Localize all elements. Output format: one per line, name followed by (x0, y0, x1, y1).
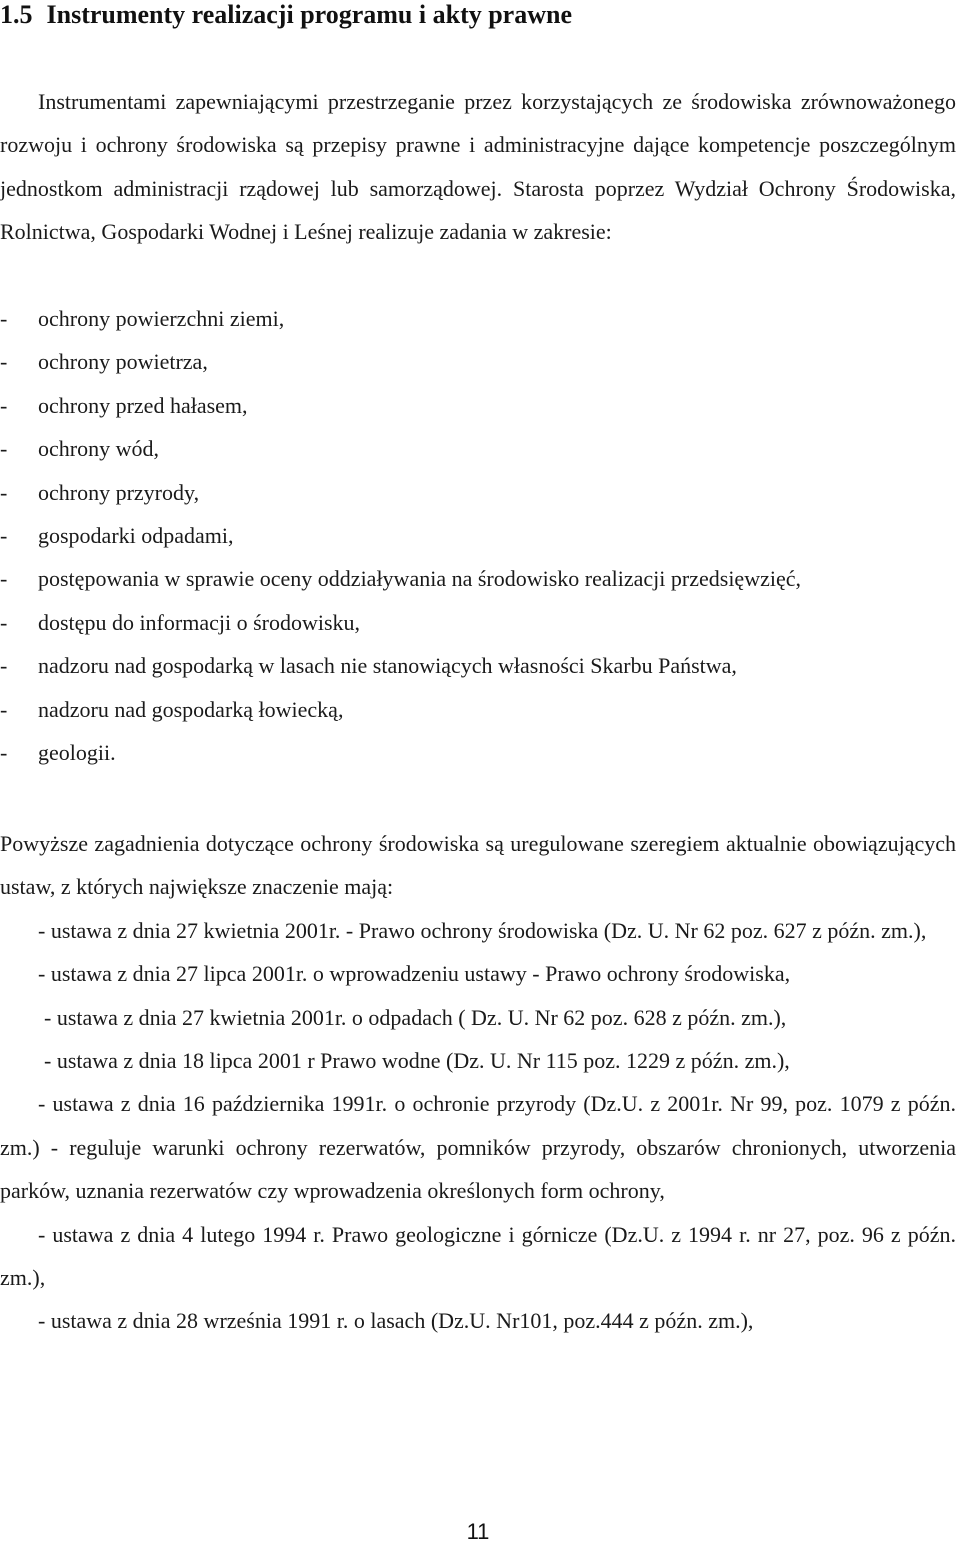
list-item: - postępowania w sprawie oceny oddziaływania na środowisko realizacji przedsięwzięć, (0, 557, 956, 600)
section-heading (0, 0, 572, 30)
list-dash: - (0, 306, 8, 331)
list-item: - ochrony przyrody, (0, 471, 956, 514)
list-item: - ochrony wód, (0, 427, 956, 470)
list-dash: - (0, 436, 8, 462)
list-dash: - (0, 392, 8, 418)
list-item: - geologii. (0, 731, 956, 774)
law-entry: - ustawa z dnia 27 kwietnia 2001r. - Prawo ochrony środowiska (Dz. U. Nr 62 poz. 627 z późn. zm.), (38, 917, 927, 943)
list-item: - ochrony powierzchni ziemi, (0, 297, 956, 340)
list-dash: - (0, 479, 8, 505)
laws-section (0, 822, 956, 1343)
section-title: Instrumenty realizacji programu i akty prawne (46, 0, 572, 29)
law-entry: - ustawa z dnia 28 września 1991 r. o lasach (Dz.U. Nr101, poz.444 z późn. zm.), (38, 1308, 754, 1334)
list-dash: - (0, 696, 8, 722)
law-entry: - ustawa z dnia 4 lutego 1994 r. Prawo geologiczne i górnicze (Dz.U. z 1994 r. nr 27, poz. 96 z późn. zm.), (0, 1221, 956, 1291)
list-item: - ochrony przed hałasem, (0, 384, 956, 427)
scope-list (0, 297, 956, 774)
law-entry: - ustawa z dnia 27 kwietnia 2001r. o odpadach ( Dz. U. Nr 62 poz. 628 z późn. zm.), (44, 1004, 787, 1030)
laws-intro-paragraph: Powyższe zagadnienia dotyczące ochrony środowiska są uregulowane szeregiem aktualnie obowiązujących ustaw, z których największe znaczenie mają: (0, 831, 956, 900)
list-item: - nadzoru nad gospodarką w lasach nie stanowiących własności Skarbu Państwa, (0, 644, 956, 687)
list-dash: - (0, 566, 8, 592)
list-dash: - (0, 653, 8, 679)
list-item: - gospodarki odpadami, (0, 514, 956, 557)
list-dash: - (0, 523, 8, 549)
list-item: - ochrony powietrza, (0, 340, 956, 383)
list-item: - dostępu do informacji o środowisku, (0, 601, 956, 644)
list-dash: - (0, 609, 8, 635)
page-number: 11 (466, 1519, 490, 1544)
intro-paragraph: Instrumentami zapewniającymi przestrzeganie przez korzystających ze środowiska zrównoważonego rozwoju i ochrony środowiska są przepisy prawne i administracyjne dające kompetencje poszczególnym jednostkom administracji rządowej lub samorządowej. Starosta poprzez Wydział Ochrony Środowiska, Rolnictwa, Gospodarki Wodnej i Leśnej realizuje zadania w zakresie: (0, 89, 956, 245)
intro-section (0, 80, 956, 254)
law-entry: - ustawa z dnia 16 października 1991r. o ochronie przyrody (Dz.U. z 2001r. Nr 99, poz. 1079 z późn. zm.) - reguluje warunki ochrony rezerwatów, pomników przyrody, obszarów chronionych, utworzenia parków, uznania rezerwatów czy wprowadzenia określonych form ochrony, (0, 1091, 956, 1204)
law-entry: - ustawa z dnia 18 lipca 2001 r Prawo wodne (Dz. U. Nr 115 poz. 1229 z późn. zm.), (44, 1048, 790, 1074)
list-dash: - (0, 740, 8, 766)
law-entry: - ustawa z dnia 27 lipca 2001r. o wprowadzeniu ustawy - Prawo ochrony środowiska, (38, 961, 791, 987)
list-dash: - (0, 349, 8, 375)
list-item: - nadzoru nad gospodarką łowiecką, (0, 688, 956, 731)
section-number: 1.5 (0, 0, 33, 29)
